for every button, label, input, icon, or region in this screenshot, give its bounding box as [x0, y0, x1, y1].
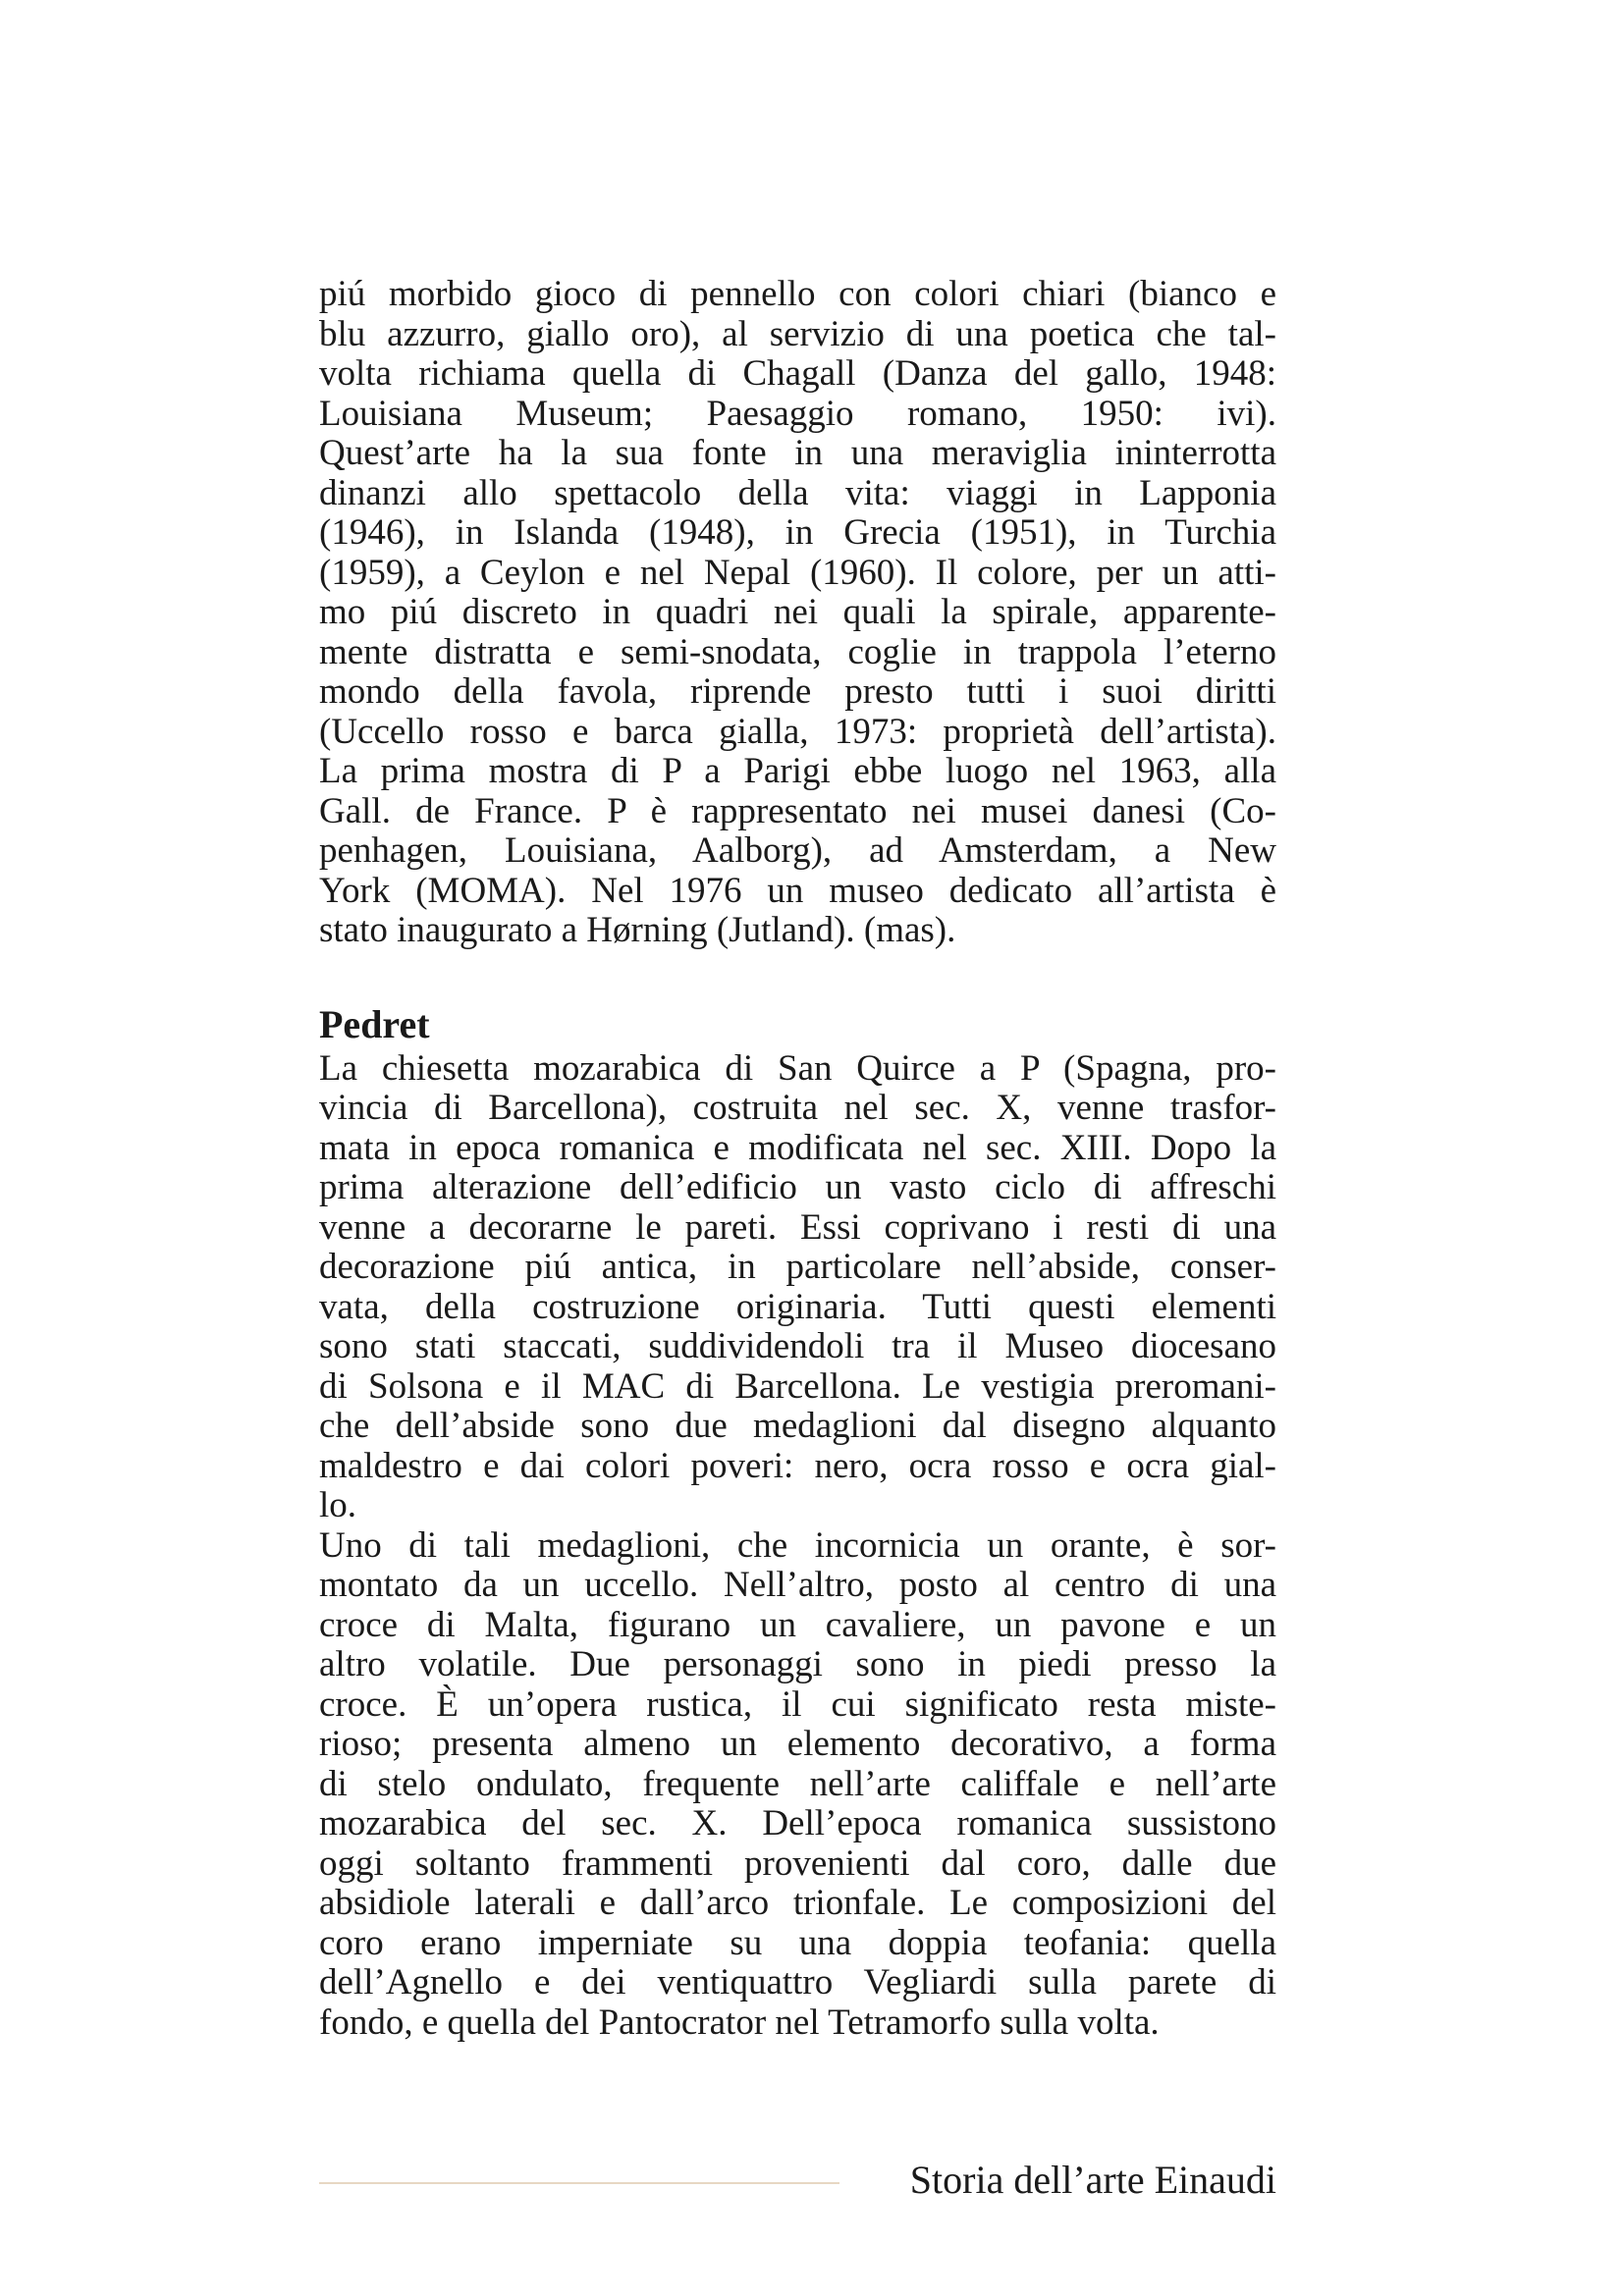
footer-rule	[319, 2182, 839, 2184]
text-line: dinanzi allo spettacolo della vita: viaggi in Lapponia	[319, 472, 1276, 513]
text-line: di Solsona e il MAC di Barcellona. Le vestigia preromani-	[319, 1365, 1276, 1407]
text-line: vincia di Barcellona), costruita nel sec. X, venne trasfor-	[319, 1088, 1276, 1128]
text-line: coro erano imperniate su una doppia teofania: quella	[319, 1922, 1276, 1963]
text-line: penhagen, Louisiana, Aalborg), ad Amsterdam, a New	[319, 830, 1276, 871]
text-line: La chiesetta mozarabica di San Quirce a P (Spagna, pro-	[319, 1047, 1276, 1089]
continuation-paragraph	[319, 275, 1276, 951]
text-line: prima alterazione dell’edificio un vasto ciclo di affreschi	[319, 1167, 1276, 1207]
text-line: Louisiana Museum; Paesaggio romano, 1950: ivi).	[319, 393, 1276, 434]
text-line: venne a decorarne le pareti. Essi coprivano i resti di una	[319, 1206, 1276, 1248]
section-spacer	[319, 951, 1276, 1002]
text-line: piú morbido gioco di pennello con colori chiari (bianco e	[319, 274, 1276, 314]
text-line: mente distratta e semi-snodata, coglie in trappola l’eterno	[319, 631, 1276, 672]
text-line: lo.	[319, 1485, 357, 1525]
text-line: (1959), a Ceylon e nel Nepal (1960). Il colore, per un atti-	[319, 552, 1276, 593]
text-line: sono stati staccati, suddividendoli tra il Museo diocesano	[319, 1326, 1276, 1366]
text-line: decorazione piú antica, in particolare nell’abside, conser-	[319, 1247, 1276, 1287]
text-line: Uno di tali medaglioni, che incornicia un orante, è sor-	[319, 1524, 1276, 1566]
text-line: vata, della costruzione originaria. Tutti questi elementi	[319, 1286, 1276, 1327]
text-line: (Uccello rosso e barca gialla, 1973: proprietà dell’artista).	[319, 711, 1276, 752]
text-line: fondo, e quella del Pantocrator nel Tetramorfo sulla volta.	[319, 2002, 1160, 2043]
text-line: blu azzurro, giallo oro), al servizio di una poetica che tal-	[319, 313, 1276, 354]
text-line: altro volatile. Due personaggi sono in piedi presso la	[319, 1644, 1276, 1684]
text-line: croce. È un’opera rustica, il cui significato resta miste-	[319, 1683, 1276, 1725]
entry-heading: Pedret	[319, 1001, 430, 1046]
text-line: dell’Agnello e dei ventiquattro Vegliardi sulla parete di	[319, 1962, 1276, 2002]
text-line: di stelo ondulato, frequente nell’arte califfale e nell’arte	[319, 1763, 1276, 1804]
text-line: rioso; presenta almeno un elemento decorativo, a forma	[319, 1724, 1276, 1764]
text-line: mata in epoca romanica e modificata nel sec. XIII. Dopo la	[319, 1127, 1276, 1168]
text-line: La prima mostra di P a Parigi ebbe luogo nel 1963, alla	[319, 751, 1276, 791]
text-line: (1946), in Islanda (1948), in Grecia (1951), in Turchia	[319, 512, 1276, 553]
entry-paragraph-1	[319, 1049, 1276, 1526]
text-line: mozarabica del sec. X. Dell’epoca romanica sussistono	[319, 1803, 1276, 1843]
footer-title: Storia dell’arte Einaudi	[909, 2158, 1276, 2202]
text-line: Quest’arte ha la sua fonte in una meraviglia ininterrotta	[319, 433, 1276, 473]
entry-paragraph-2	[319, 1526, 1276, 2044]
text-line: croce di Malta, figurano un cavaliere, un pavone e un	[319, 1604, 1276, 1645]
text-line: che dell’abside sono due medaglioni dal disegno alquanto	[319, 1406, 1276, 1446]
text-line: York (MOMA). Nel 1976 un museo dedicato all’artista è	[319, 870, 1276, 911]
text-line: montato da un uccello. Nell’altro, posto al centro di una	[319, 1565, 1276, 1605]
text-line: maldestro e dai colori poveri: nero, ocra rosso e ocra gial-	[319, 1445, 1276, 1486]
text-line: mo piú discreto in quadri nei quali la spirale, apparente-	[319, 592, 1276, 632]
text-line: stato inaugurato a Hørning (Jutland). (mas).	[319, 910, 956, 950]
text-line: absidiole laterali e dall’arco trionfale. Le composizioni del	[319, 1883, 1276, 1923]
text-line: Gall. de France. P è rappresentato nei musei danesi (Co-	[319, 790, 1276, 831]
text-line: volta richiama quella di Chagall (Danza del gallo, 1948:	[319, 353, 1276, 394]
text-line: oggi soltanto frammenti provenienti dal coro, dalle due	[319, 1842, 1276, 1884]
page-body	[319, 275, 1276, 2043]
text-line: mondo della favola, riprende presto tutti i suoi diritti	[319, 671, 1276, 712]
